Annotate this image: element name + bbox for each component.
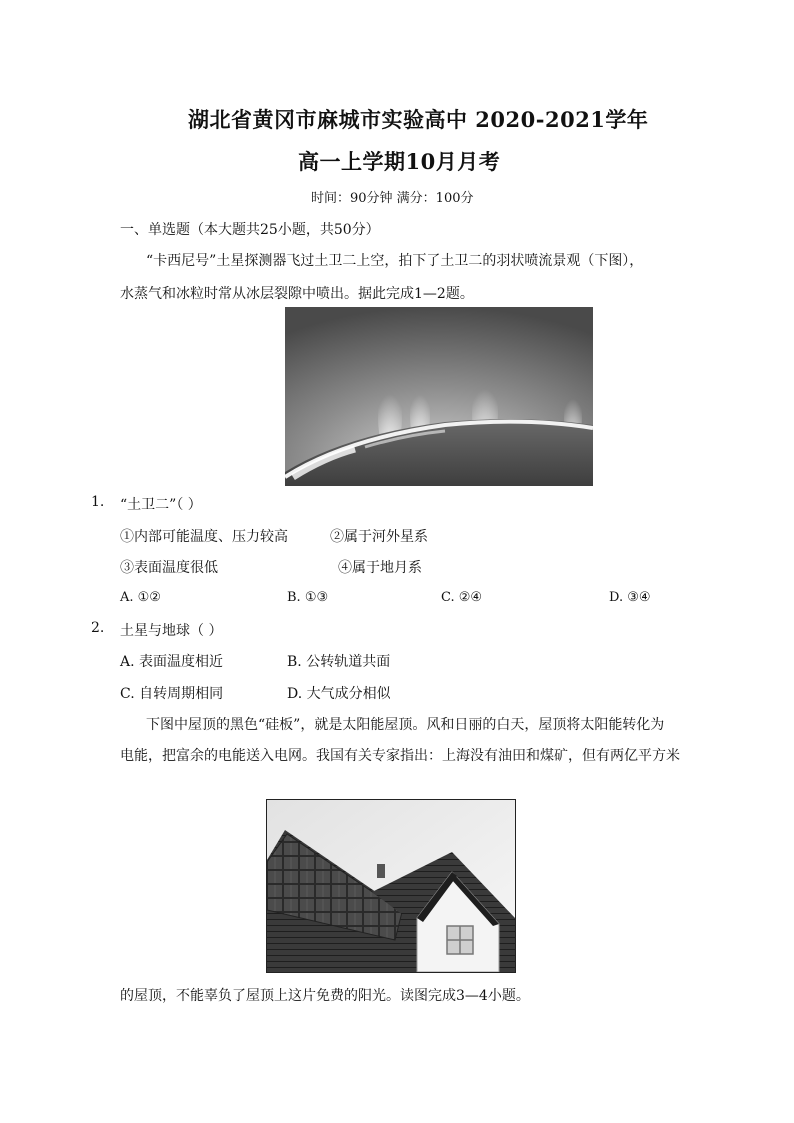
q2-option-c[interactable]: C. 自转周期相同 — [120, 686, 224, 702]
q1-statement-4: ④属于地月系 — [338, 560, 422, 576]
enceladus-plume-photo — [285, 307, 593, 486]
q1-option-a[interactable]: A. ①② — [120, 590, 161, 605]
q1-option-c[interactable]: C. ②④ — [441, 590, 483, 605]
q1-option-b[interactable]: B. ①③ — [287, 590, 329, 605]
passage2-line1: 下图中屋顶的黑色“硅板”，就是太阳能屋顶。风和日丽的白天，屋顶将太阳能转化为 — [146, 717, 665, 733]
q1-stem: “土卫二”（ ） — [120, 497, 202, 513]
q2-option-d[interactable]: D. 大气成分相似 — [287, 686, 391, 702]
q2-number: 2. — [91, 620, 105, 636]
exam-info: 时间：90分钟 满分：100分 — [311, 191, 474, 206]
passage1-line2: 水蒸气和冰粒时常从冰层裂隙中喷出。据此完成1—2题。 — [120, 286, 474, 302]
q1-number: 1. — [91, 494, 105, 510]
q1-option-d[interactable]: D. ③④ — [609, 590, 651, 605]
title-line-1: 湖北省黄冈市麻城市实验高中 2020-2021学年 — [188, 107, 649, 132]
passage2-line3: 的屋顶，不能辜负了屋顶上这片免费的阳光。读图完成3—4小题。 — [120, 988, 530, 1004]
passage1-line1: “卡西尼号”土星探测器飞过土卫二上空，拍下了土卫二的羽状喷流景观（下图）， — [146, 253, 644, 269]
q1-statement-2: ②属于河外星系 — [330, 529, 428, 545]
q2-stem: 土星与地球（ ） — [120, 623, 223, 639]
q2-option-b[interactable]: B. 公转轨道共面 — [287, 654, 391, 670]
title-line-2: 高一上学期10月月考 — [298, 149, 501, 174]
section-heading: 一、单选题（本大题共25小题，共50分） — [120, 222, 380, 238]
q1-statement-3: ③表面温度很低 — [120, 560, 218, 576]
q2-option-a[interactable]: A. 表面温度相近 — [120, 654, 224, 670]
enceladus-plume-image — [285, 307, 593, 486]
passage2-line2: 电能，把富余的电能送入电网。我国有关专家指出：上海没有油田和煤矿，但有两亿平方米 — [120, 748, 680, 764]
solar-roof-photo — [266, 799, 516, 973]
q1-statement-1: ①内部可能温度、压力较高 — [120, 529, 288, 545]
solar-roof-image — [267, 800, 515, 972]
